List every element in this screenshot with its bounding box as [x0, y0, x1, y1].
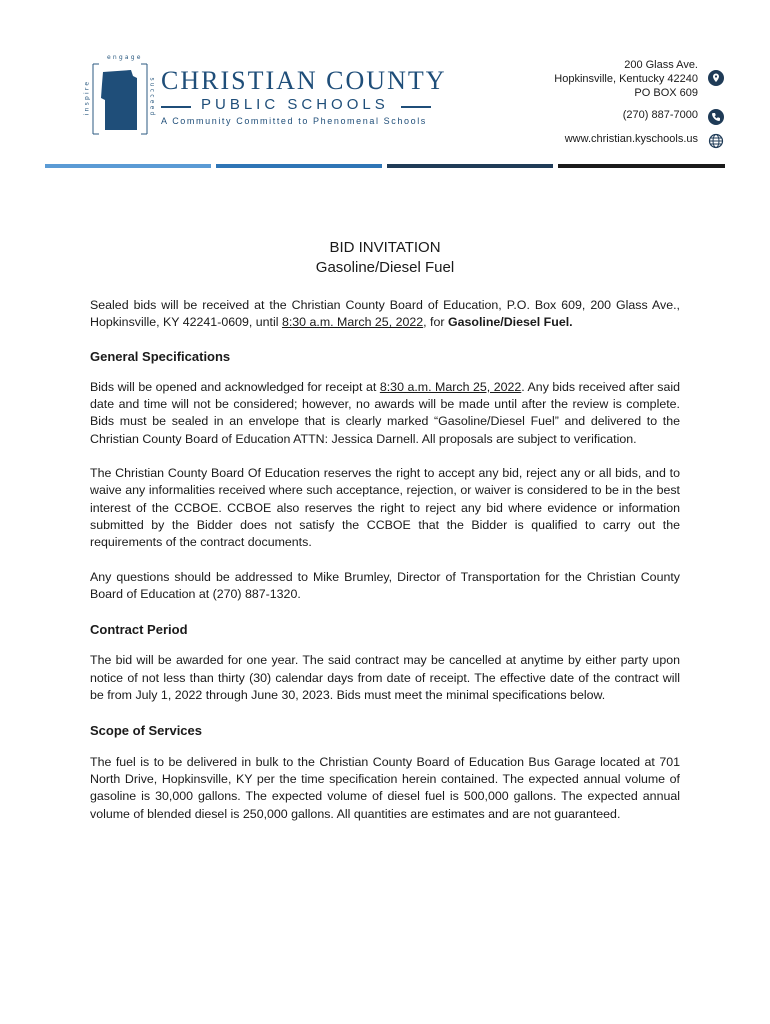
document-title: BID INVITATION	[329, 239, 441, 256]
general-specs-paragraph-2: The Christian County Board Of Education reserves the right to accept any bid, reject any or all bids, and to waive any informalities received where such acceptance, rejection, or waiver is considered to be in the best interest of the CCBOE. CCBOE also reserves the right to reject any bid where evidence or information submitted by the Bidder does not satisfy the CCBOE that the Bidder is qualified to carry out the requirements of the contract documents.	[90, 466, 680, 550]
globe-icon	[708, 133, 724, 149]
brand-subtitle: PUBLIC SCHOOLS	[201, 96, 389, 113]
header-color-bars	[45, 164, 725, 168]
intro-item: Gasoline/Diesel Fuel.	[447, 315, 573, 330]
general-specs-text-2: . Any bids received after said date and time will not be considered; however, no awards will be made until after the review is complete. Bids must be sealed in an envelope that is clearly marked “Gasoline/Diesel Fuel” and delivered to the Christian County Board of Education ATTN: Jessica Darnell. All proposals are subject to verification.	[90, 379, 680, 446]
logo-word-right: succeed	[148, 77, 156, 118]
general-specs-text-1: Bids will be opened and acknowledged for receipt at	[90, 379, 380, 394]
contact-block	[438, 58, 698, 146]
color-bar-2	[216, 164, 382, 168]
general-specs-paragraph-3: Any questions should be addressed to Mike Brumley, Director of Transportation for the Christian County Board of Education at (270) 887-1320.	[90, 569, 680, 601]
logo-word-top: engage	[107, 54, 143, 61]
location-pin-icon	[708, 70, 724, 86]
logo-word-left: inspire	[83, 79, 91, 116]
intro-text-2: , for	[423, 315, 448, 330]
brand-subtitle-row	[161, 96, 431, 116]
document-subtitle: Gasoline/Diesel Fuel	[315, 259, 455, 276]
color-bar-1	[45, 164, 211, 168]
contract-period-paragraph: The bid will be awarded for one year. The said contract may be cancelled at anytime by either party upon notice of not less than thirty (30) calendar days from date of receipt. The effective date of the contract will be from July 1, 2022 through June 30, 2023. Bids must meet the minimal specifications below.	[90, 653, 680, 703]
phone-icon	[708, 109, 724, 125]
intro-paragraph	[90, 297, 680, 332]
address-line-1: 200 Glass Ave.	[624, 59, 698, 71]
intro-text-1: Sealed bids will be received at the Christian County Board of Education, P.O. Box 609, 200 Glass Ave., Hopkinsville, KY 42241-0609, until	[90, 298, 680, 330]
color-bar-4	[558, 164, 725, 168]
county-map-logo-icon	[87, 60, 153, 138]
general-specs-deadline: 8:30 a.m. March 25, 2022	[379, 379, 522, 394]
bid-document	[90, 238, 680, 823]
phone-number[interactable]: (270) 887-7000	[622, 109, 698, 121]
intro-deadline: 8:30 a.m. March 25, 2022	[281, 315, 424, 330]
general-specs-heading: General Specifications	[90, 348, 231, 364]
brand-tagline: A Community Committed to Phenomenal Schools	[161, 116, 427, 126]
contract-period-heading: Contract Period	[90, 622, 188, 638]
website-link[interactable]: www.christian.kyschools.us	[564, 133, 698, 145]
scope-paragraph: The fuel is to be delivered in bulk to the Christian County Board of Education Bus Garage located at 701 North Drive, Hopkinsville, KY per the time specification herein contained. The expected annual volume of gasoline is 30,000 gallons. The expected volume of diesel fuel is 500,000 gallons. The expected annual volume of blended diesel is 250,000 gallons. All quantities are estimates and are not guaranteed.	[90, 754, 680, 821]
address-line-2: Hopkinsville, Kentucky 42240	[554, 73, 698, 85]
address-line-3: PO BOX 609	[634, 87, 698, 99]
brand-title: CHRISTIAN COUNTY	[161, 66, 447, 95]
general-specs-paragraph-1	[90, 379, 680, 448]
color-bar-3	[387, 164, 553, 168]
district-logo	[83, 54, 447, 138]
scope-heading: Scope of Services	[90, 723, 202, 739]
